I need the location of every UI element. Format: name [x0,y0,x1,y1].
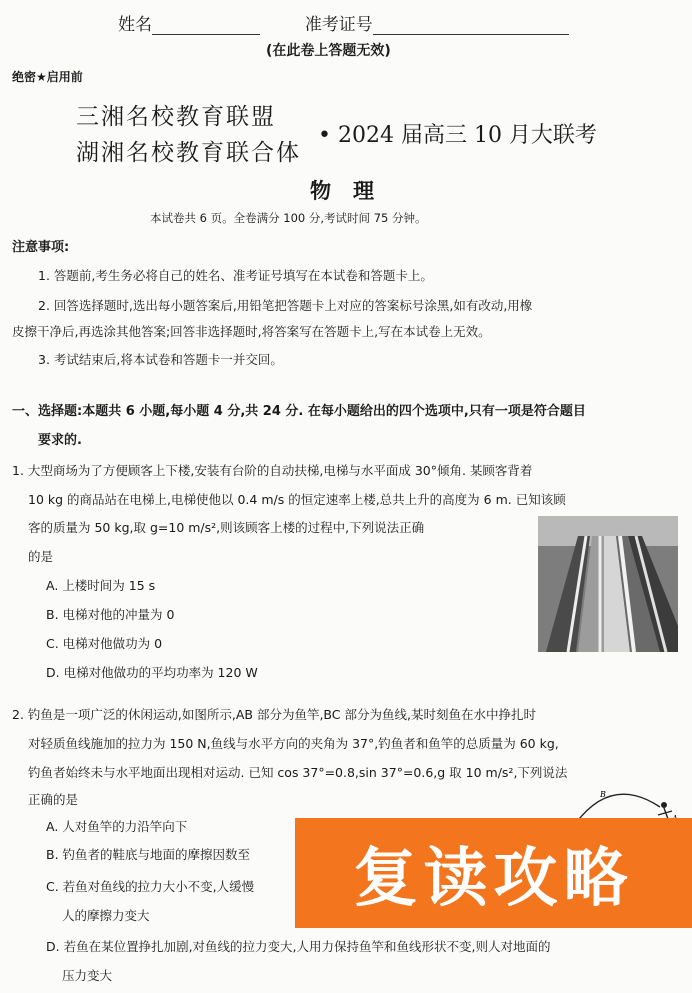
notes-title: 注意事项: [12,240,70,255]
q1-line-3: 客的质量为 50 kg,取 g=10 m/s²,则该顾客上楼的过程中,下列说法正确 [28,520,425,535]
q1-option-a: A. 上楼时间为 15 s [46,578,156,593]
q1-option-c: C. 电梯对他做功为 0 [46,636,163,651]
banner-text: 复读攻略 [353,842,634,916]
q2-option-c-cont: 人的摩擦力变大 [62,908,150,923]
q2-line-1: 2. 钓鱼是一项广泛的休闲运动,如图所示,AB 部分为鱼竿,BC 部分为鱼线,某时刻鱼在水中挣扎时 [12,707,536,722]
q2-option-c: C. 若鱼对鱼线的拉力大小不变,人缓慢 [46,879,255,894]
q2-line-4: 正确的是 [28,792,79,807]
q1-option-b: B. 电梯对他的冲量为 0 [46,607,175,622]
note-2-cont: 皮擦干净后,再选涂其他答案;回答非选择题时,将答案写在答题卡上,写在本试卷上无效。 [12,324,491,339]
name-blank [152,16,260,35]
exam-title: • 2024 届高三 10 月大联考 [318,123,597,148]
q2-option-b: B. 钓鱼者的鞋底与地面的摩擦因数至 [46,847,251,862]
subject-title: 物理 [310,179,396,203]
invalid-notice: (在此卷上答题无效) [266,43,391,59]
candidate-info-line [118,10,569,35]
section-1-title-cont: 要求的. [38,433,82,448]
q1-line-4: 的是 [28,549,54,564]
note-2: 2. 回答选择题时,选出每小题答案后,用铅笔把答题卡上对应的答案标号涂黑,如有改动,用橡 [38,298,533,313]
exam-meta: 本试卷共 6 页。全卷满分 100 分,考试时间 75 分钟。 [150,211,427,225]
q1-line-2: 10 kg 的商品站在电梯上,电梯使他以 0.4 m/s 的恒定速率上楼,总共上升的高度为 6 m. 已知该顾 [28,492,566,507]
note-3: 3. 考试结束后,将本试卷和答题卡一并交回。 [38,352,283,367]
q1-line-1: 1. 大型商场为了方便顾客上下楼,安装有台阶的自动扶梯,电梯与水平面成 30°倾角. 某顾客背着 [12,463,533,478]
ticket-label: 准考证号 [304,15,373,35]
note-1: 1. 答题前,考生务必将自己的姓名、准考证号填写在本试卷和答题卡上。 [38,268,433,283]
name-label: 姓名 [118,15,152,35]
promo-banner [295,818,692,928]
q2-option-d-cont: 压力变大 [62,968,113,983]
org-line-1: 三湘名校教育联盟 [76,104,276,130]
q2-option-a: A. 人对鱼竿的力沿竿向下 [46,819,188,834]
fig-label-b: B [600,790,606,799]
q1-option-d: D. 电梯对他做功的平均功率为 120 W [46,665,258,680]
q2-option-d: D. 若鱼在某位置挣扎加剧,对鱼线的拉力变大,人用力保持鱼竿和鱼线形状不变,则人对地面的 [46,939,551,954]
ticket-blank [373,16,569,35]
q2-line-2: 对轻质鱼线施加的拉力为 150 N,鱼线与水平方向的夹角为 37°,钓鱼者和鱼竿的总质量为 60 kg, [28,736,559,751]
secret-label: 绝密★启用前 [12,70,83,84]
escalator-photo [538,516,678,652]
org-line-2: 湖湘名校教育联合体 [76,140,301,166]
q2-line-3: 钓鱼者始终未与水平地面出现相对运动. 已知 cos 37°=0.8,sin 37°=0.6,g 取 10 m/s²,下列说法 [28,765,568,780]
section-1-title: 一、选择题:本题共 6 小题,每小题 4 分,共 24 分. 在每小题给出的四个选项中,只有一项是符合题目 [12,404,586,419]
